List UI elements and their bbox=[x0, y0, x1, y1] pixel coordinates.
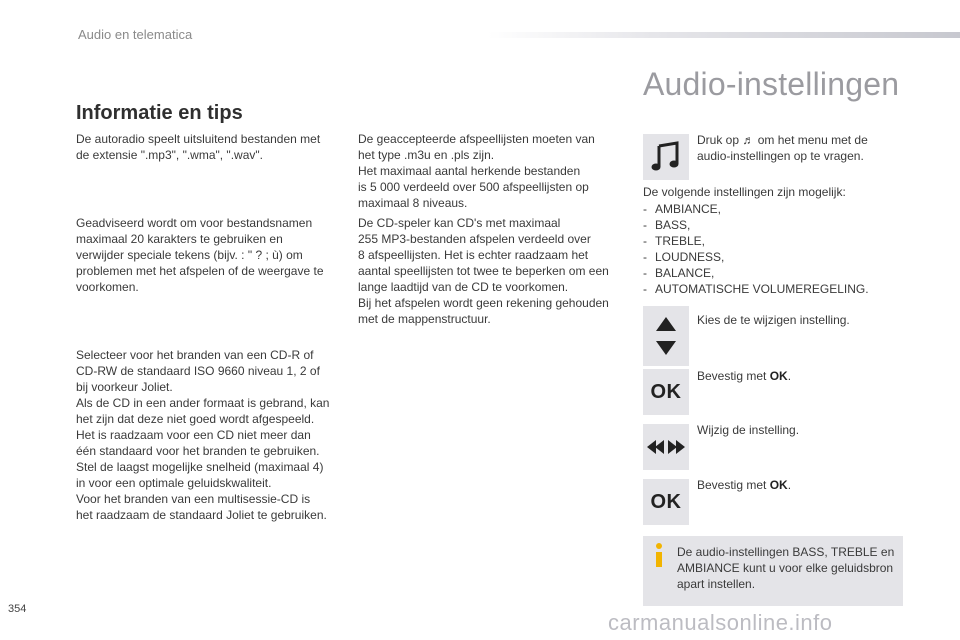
music-instruction-part1: Druk op bbox=[697, 133, 740, 147]
page-number: 354 bbox=[8, 603, 27, 615]
confirm-ok: OK bbox=[769, 478, 788, 492]
info-icon bbox=[653, 542, 665, 568]
music-key-instruction bbox=[697, 132, 897, 164]
confirm-ok: OK bbox=[769, 369, 788, 383]
settings-item: - BASS, bbox=[643, 217, 869, 233]
header-section-title: Audio en telematica bbox=[78, 27, 193, 42]
confirm-prefix: Bevestig met bbox=[697, 369, 767, 383]
step-select-setting: Kies de te wijzigen instelling. bbox=[697, 313, 850, 327]
music-key bbox=[643, 134, 689, 180]
section-title-tips: Informatie en tips bbox=[76, 102, 243, 124]
step-confirm-1 bbox=[697, 368, 791, 384]
settings-item: - LOUDNESS, bbox=[643, 249, 869, 265]
settings-item: - AUTOMATISCHE VOLUMEREGELING. bbox=[643, 281, 869, 297]
left-right-key bbox=[643, 424, 689, 470]
ok-key bbox=[643, 369, 689, 415]
watermark: carmanualsonline.info bbox=[608, 610, 833, 635]
tips-paragraph-burning: Selecteer voor het branden van een CD-R of CD-RW de standaard ISO 9660 niveau 1, 2 of bij voorkeur Joliet. Als de CD in een ander formaat is gebrand, kan het zijn dat deze niet goed wordt afgespeeld. Het is raadzaam voor een CD niet meer dan één standaard voor het branden te gebruiken. Stel de laagst mogelijke snelheid (maximaal 4) in voor een optimale geluidskwaliteit. Voor het branden van een multisessie-CD is het raadzaam de standaard Joliet te gebruiken. bbox=[76, 348, 330, 522]
step-change-setting: Wijzig de instelling. bbox=[697, 423, 800, 437]
settings-intro: De volgende instellingen zijn mogelijk: bbox=[643, 185, 846, 199]
confirm-prefix: Bevestig met bbox=[697, 478, 767, 492]
tips-paragraph-filenames: Geadviseerd wordt om voor bestandsnamen maximaal 20 karakters te gebruiken en verwijder speciale tekens (bijv. : " ? ; ù) om problemen met het afspelen of de weergave te voorkomen. bbox=[76, 216, 324, 294]
music-instruction-line2: audio-instellingen op te vragen. bbox=[697, 149, 864, 163]
info-note-text: De audio-instellingen BASS, TREBLE en AMBIANCE kunt u voor elke geluidsbron apart instellen. bbox=[677, 545, 895, 591]
inline-music-note-icon: ♬ bbox=[742, 133, 755, 147]
info-note bbox=[643, 536, 903, 606]
settings-item: - BALANCE, bbox=[643, 265, 869, 281]
up-down-key bbox=[643, 306, 689, 366]
confirm-period: . bbox=[787, 478, 792, 492]
tips-paragraph-cd-player: De CD-speler kan CD's met maximaal 255 MP3-bestanden afspelen verdeeld over 8 afspeellijsten. Het is echter raadzaam het aantal speellijsten tot twee te beperken om een lange laadtijd van de CD te voorkomen. Bij het afspelen wordt geen rekening gehouden met de mappenstructuur. bbox=[358, 216, 609, 326]
ok-key-2 bbox=[643, 479, 689, 525]
tips-paragraph-playlists: De geaccepteerde afspeellijsten moeten van het type .m3u en .pls zijn. Het maximaal aantal herkende bestanden is 5 000 verdeeld over 500 afspeellijsten op maximaal 8 niveaus. bbox=[358, 132, 595, 210]
ok-key-label: OK bbox=[650, 380, 682, 403]
left-right-arrows-icon bbox=[645, 437, 687, 457]
ok-key-label: OK bbox=[650, 490, 682, 513]
header-rule bbox=[488, 32, 960, 38]
music-note-icon bbox=[649, 140, 683, 174]
tips-paragraph-extensions: De autoradio speelt uitsluitend bestanden met de extensie ".mp3", ".wma", ".wav". bbox=[76, 132, 321, 162]
confirm-period: . bbox=[787, 369, 792, 383]
settings-item: - TREBLE, bbox=[643, 233, 869, 249]
settings-item: - AMBIANCE, bbox=[643, 201, 869, 217]
step-confirm-2 bbox=[697, 477, 791, 493]
up-down-arrows-icon bbox=[651, 313, 681, 359]
section-title-audio-settings: Audio-instellingen bbox=[643, 66, 900, 102]
music-instruction-part2: om het menu met de bbox=[757, 133, 868, 147]
settings-list bbox=[643, 184, 869, 297]
